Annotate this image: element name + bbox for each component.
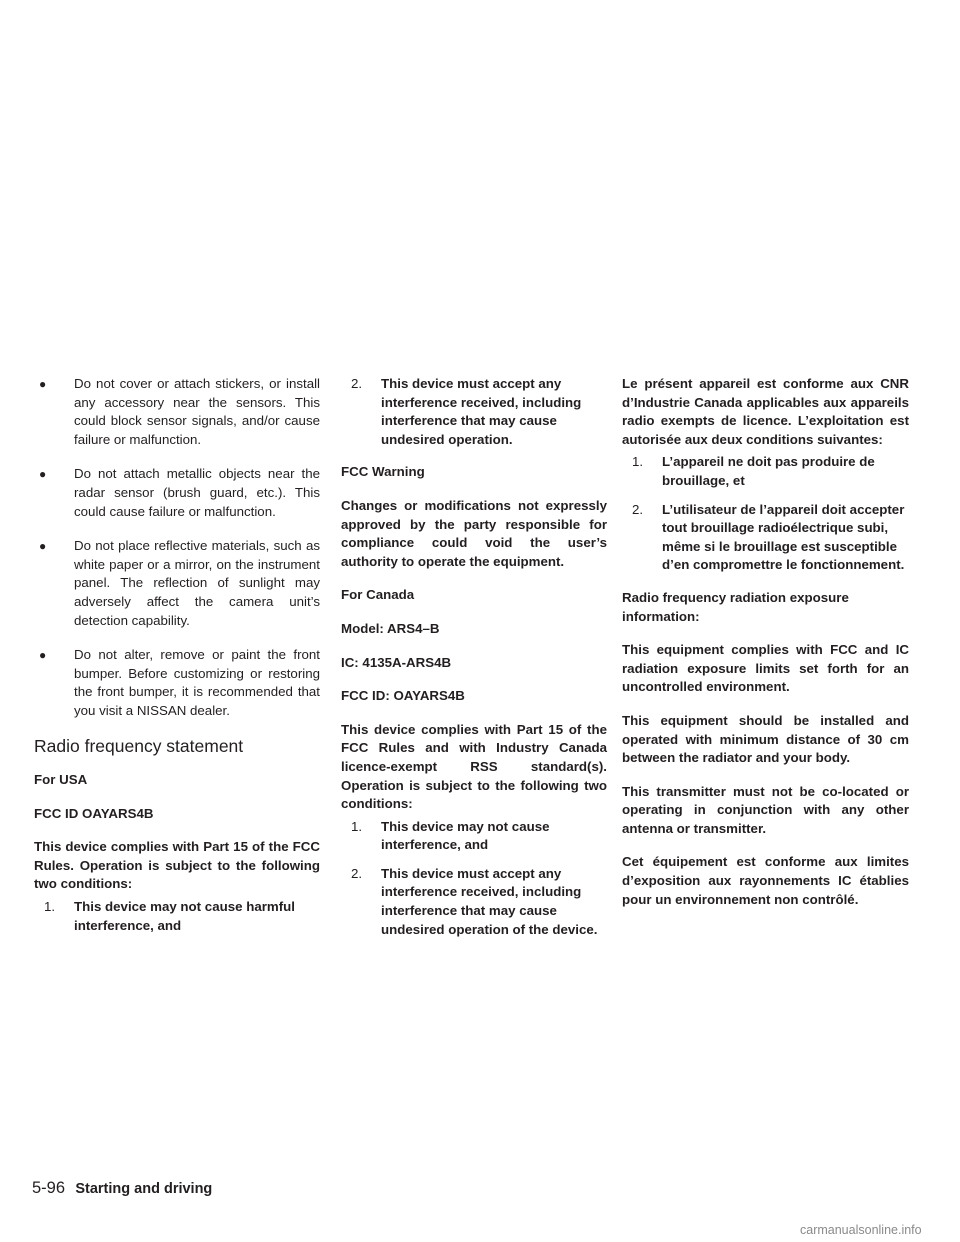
column-1 bbox=[34, 375, 320, 945]
list-text: L’utilisateur de l’appareil doit accepter tout brouillage radioélectrique subi, même si le brouillage est susceptible d’en compromettre le fonctionnement. bbox=[662, 501, 905, 573]
list-item bbox=[341, 865, 607, 939]
model-label: Model: ARS4–B bbox=[341, 620, 440, 636]
usa-compliance-text: This device complies with Part 15 of the FCC Rules. Operation is subject to the following two conditions: bbox=[34, 839, 320, 892]
bullet-icon: ● bbox=[39, 648, 47, 663]
french-exposure-text: Cet équipement est conforme aux limites d’exposition aux rayonnements IC établies pour un environnement non contrôlé. bbox=[622, 854, 909, 907]
bullet-item bbox=[34, 375, 320, 449]
for-usa-label: For USA bbox=[34, 772, 88, 788]
list-number: 2. bbox=[351, 865, 363, 881]
page-footer bbox=[32, 1179, 212, 1198]
watermark: carmanualsonline.info bbox=[800, 1223, 922, 1237]
list-item bbox=[341, 375, 607, 449]
list-number: 1. bbox=[351, 818, 363, 834]
fcc-warning-text: Changes or modifications not expressly approved by the party responsible for compliance could void the user’s authority to operate the equipment. bbox=[341, 497, 607, 569]
list-number: 2. bbox=[632, 501, 644, 517]
exposure-limits-text: This equipment complies with FCC and IC radiation exposure limits set forth for an uncontrolled environment. bbox=[622, 642, 909, 695]
section-title: Starting and driving bbox=[75, 1181, 213, 1197]
bullet-item bbox=[34, 465, 320, 521]
bullet-icon: ● bbox=[39, 539, 47, 554]
list-number: 1. bbox=[44, 899, 56, 915]
list-number: 2. bbox=[351, 376, 363, 391]
list-item bbox=[34, 898, 320, 935]
fcc-warning-label: FCC Warning bbox=[341, 464, 425, 480]
rf-exposure-label: Radio frequency radiation exposure information: bbox=[622, 589, 849, 624]
list-text: This device must accept any interference received, including interference that may cause undesired operation. bbox=[381, 376, 582, 447]
french-compliance-text: Le présent appareil est conforme aux CNR d’Industrie Canada applicables aux appareils radio exempts de licence. L’exploitation est autorisée aux deux conditions suivantes: bbox=[622, 376, 909, 447]
list-text: This device must accept any interference received, including interference that may cause undesired operation of the device. bbox=[381, 865, 598, 937]
section-heading: Radio frequency statement bbox=[34, 735, 244, 756]
bullet-item bbox=[34, 646, 320, 720]
bullet-item bbox=[34, 537, 320, 630]
bullet-icon: ● bbox=[39, 467, 47, 482]
list-text: L’appareil ne doit pas produire de brouillage, et bbox=[662, 454, 875, 488]
bullet-text: Do not attach metallic objects near the radar sensor (brush guard, etc.). This could cause failure or malfunction. bbox=[74, 466, 320, 519]
list-number: 1. bbox=[632, 454, 644, 470]
ic-label: IC: 4135A-ARS4B bbox=[341, 654, 452, 670]
bullet-text: Do not cover or attach stickers, or install any accessory near the sensors. This could block sensor signals, and/or cause failure or malfunction. bbox=[74, 376, 320, 447]
canada-compliance-text: This device complies with Part 15 of the FCC Rules and with Industry Canada licence-exempt RSS standard(s). Operation is subject to the following two conditions: bbox=[341, 721, 607, 812]
list-item bbox=[622, 501, 909, 575]
list-text: This device may not cause harmful interference, and bbox=[74, 899, 295, 933]
column-3 bbox=[622, 375, 909, 924]
bullet-icon: ● bbox=[39, 377, 47, 391]
page-number: 5-96 bbox=[32, 1179, 66, 1197]
column-2 bbox=[341, 375, 607, 949]
fcc-id-canada: FCC ID: OAYARS4B bbox=[341, 688, 465, 704]
installation-distance-text: This equipment should be installed and operated with minimum distance of 30 cm between the radiator and your body. bbox=[622, 712, 909, 766]
for-canada-label: For Canada bbox=[341, 587, 415, 603]
bullet-text: Do not alter, remove or paint the front bumper. Before customizing or restoring the front bumper, it is recommended that you visit a NISSAN dealer. bbox=[74, 647, 320, 718]
list-item bbox=[622, 453, 909, 490]
fcc-id-usa: FCC ID OAYARS4B bbox=[34, 805, 154, 821]
colocation-text: This transmitter must not be co-located or operating in conjunction with any other antenna or transmitter. bbox=[622, 783, 909, 836]
list-item bbox=[341, 818, 607, 855]
bullet-text: Do not place reflective materials, such as white paper or a mirror, on the instrument panel. The reflection of sunlight may adversely affect the camera unit’s detection capability. bbox=[74, 538, 320, 628]
list-text: This device may not cause interference, and bbox=[381, 818, 550, 853]
